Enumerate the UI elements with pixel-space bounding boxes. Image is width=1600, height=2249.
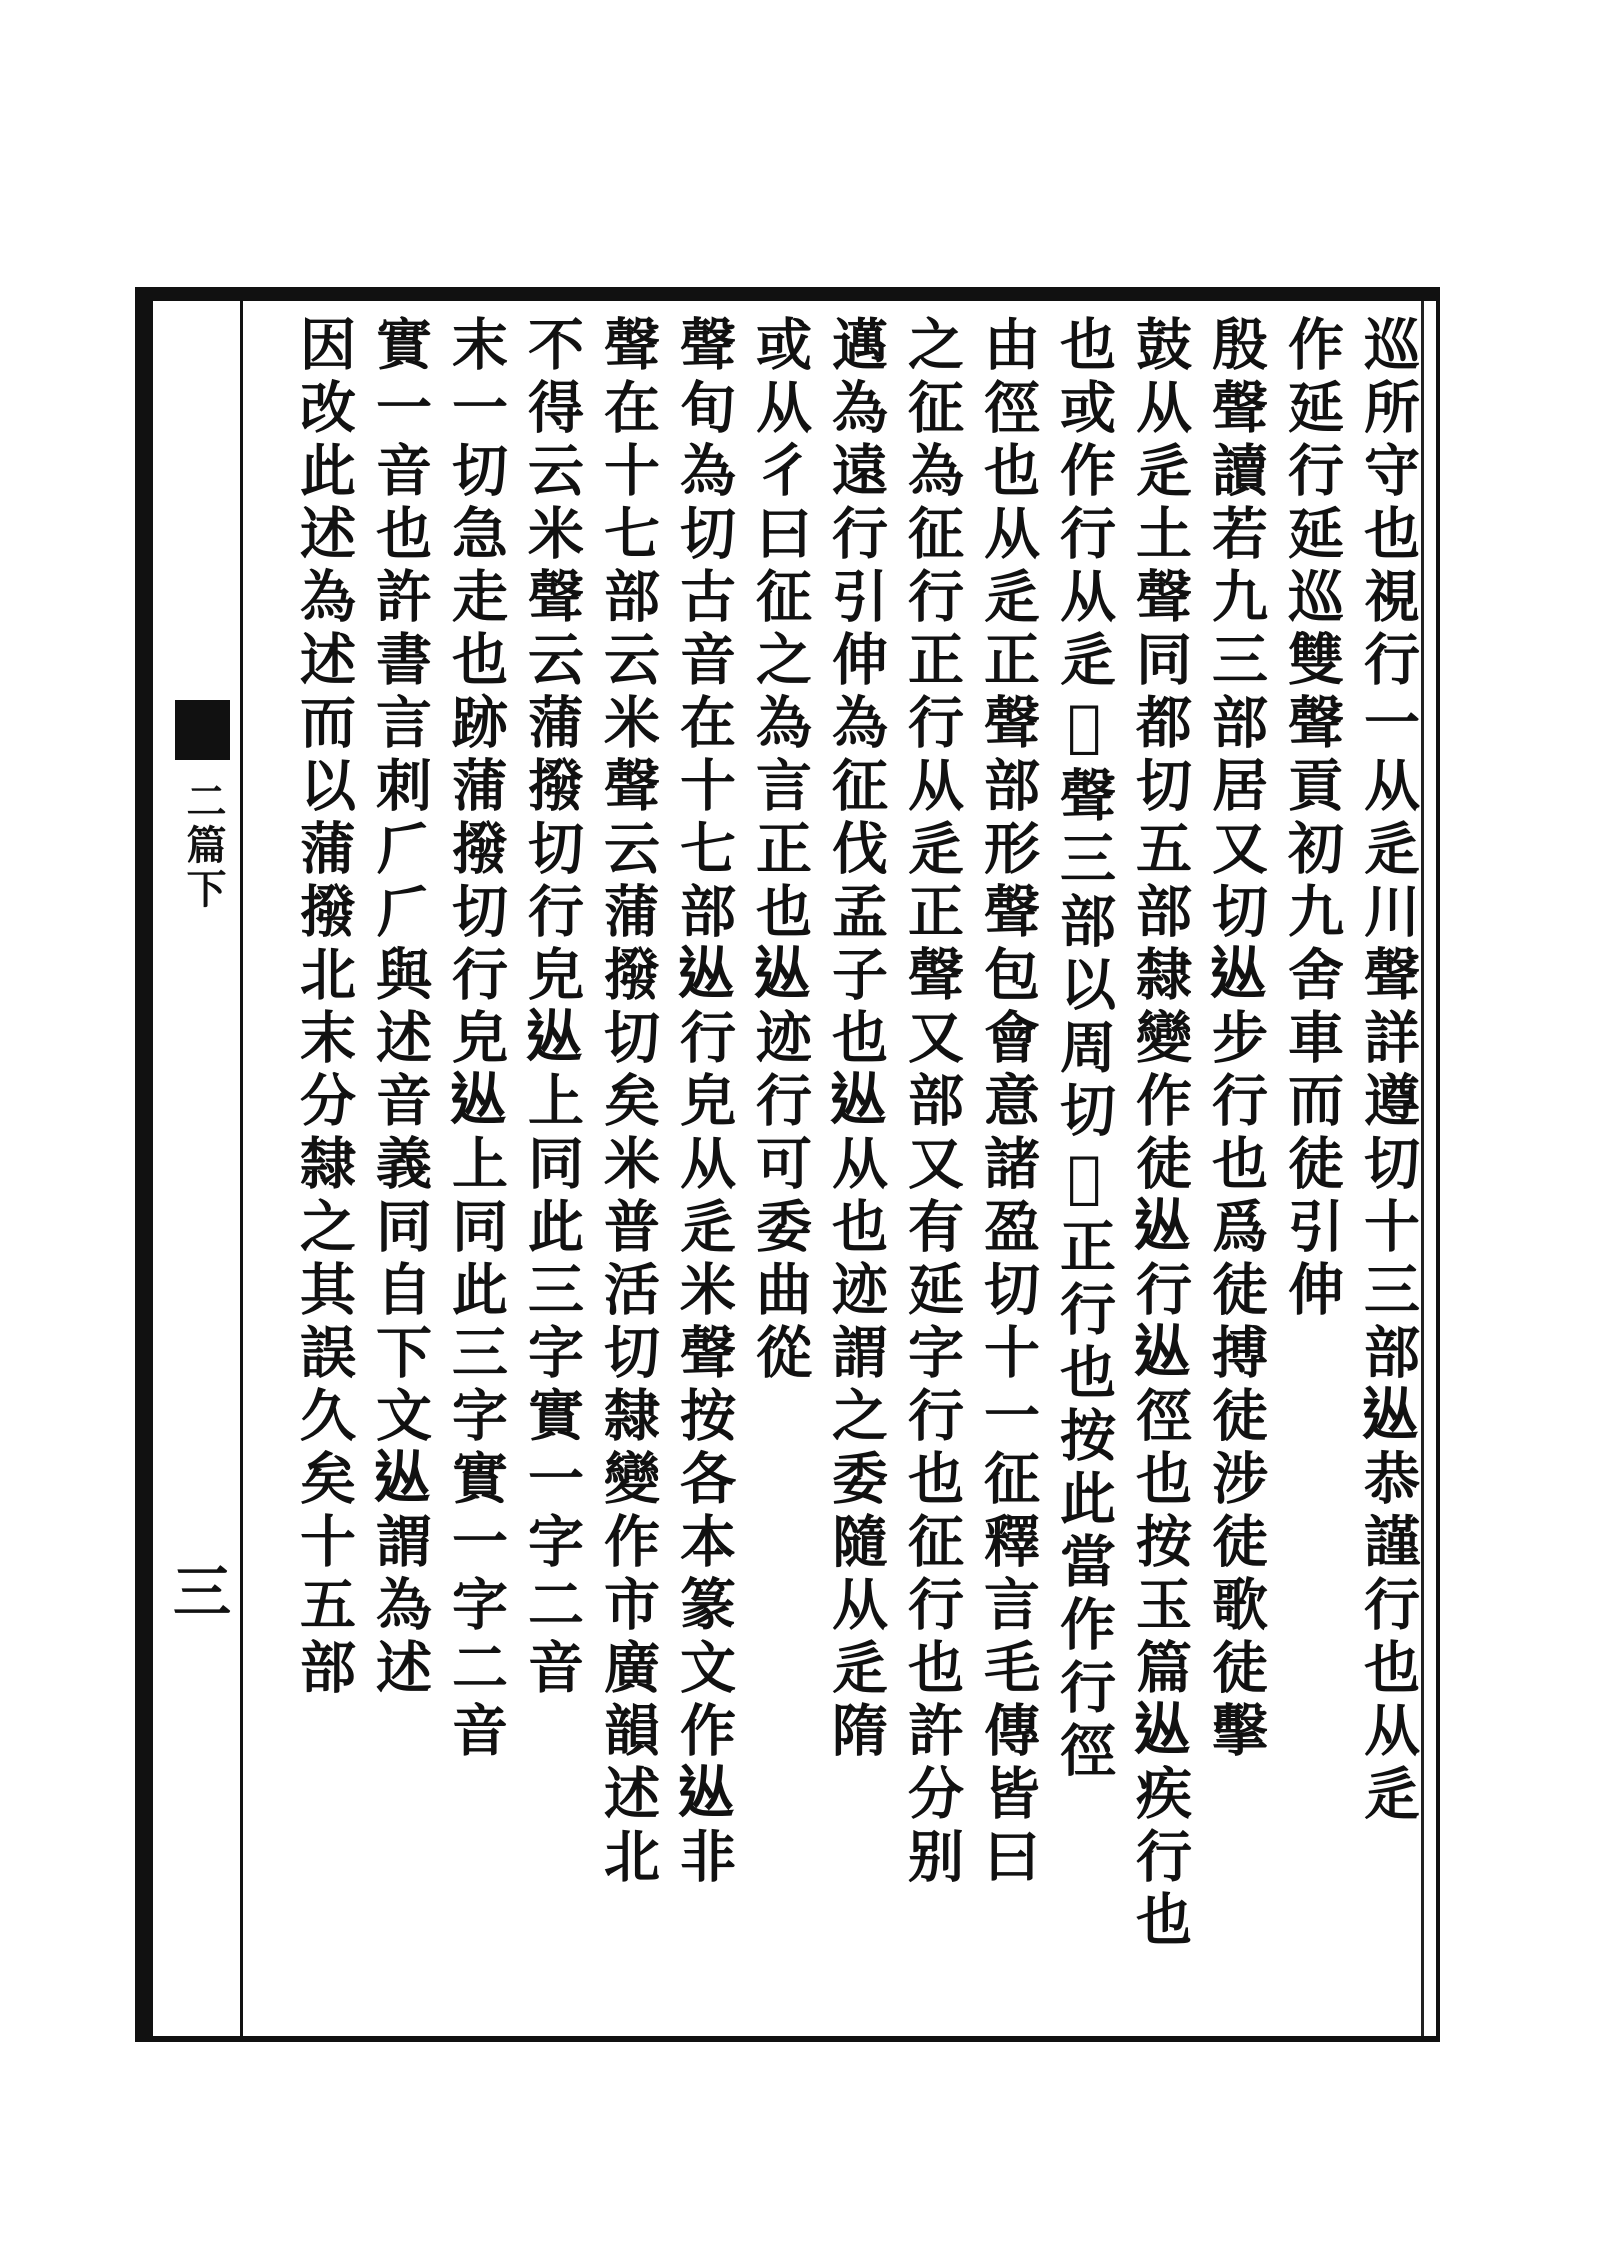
text-line: 之征為征行正行从辵正聲又部又有延字行也征行也許分别: [899, 315, 965, 1890]
text-line: 不得云米聲云蒲撥切行皃𨑹上同此三字實一字二音: [519, 315, 585, 1701]
text-line: 殷聲讀若九三部居又切𨑹步行也爲徒搏徒涉徒歌徒擊: [1203, 315, 1269, 1764]
text-line: 因改此述為述而以蒲撥北末分隸之其誤久矣十五部: [291, 315, 357, 1701]
text-column: [444, 315, 508, 2030]
margin-section-title: 二篇下: [180, 780, 227, 912]
text-column: [368, 315, 432, 2030]
text-line: 由徑也从辵正聲部形聲包會意諸盈切十一征釋言毛傳皆曰: [975, 315, 1041, 1890]
text-line: 巡所守也視行一从辵川聲詳遵切十三部𨑹恭謹行也从辵: [1355, 315, 1421, 1827]
text-column: [1356, 315, 1420, 2030]
inner-border-rule: [1421, 301, 1424, 2036]
text-column: [976, 315, 1040, 2030]
text-column: [1052, 315, 1116, 2030]
text-column: [292, 315, 356, 2030]
margin-page-number: 三: [172, 1558, 231, 1626]
text-line: 末一切急走也跡蒲撥切行皃𨑹上同此三字實一字二音: [443, 315, 509, 1764]
text-line: 邁為遠行引伸為征伐孟子也𨑹从也迹謂之委隨从辵隋: [823, 315, 889, 1764]
text-line: 作延行延巡雙聲貢初九舍車而徒引伸: [1279, 315, 1345, 1323]
text-column: [672, 315, 736, 2030]
text-line: 也或作行从辵𣞣聲三部以周切𨑹正行也按此當作行徑: [1051, 315, 1117, 1784]
text-column: [596, 315, 660, 2030]
text-line: 鼓从辵土聲同都切五部隸變作徒𨑹行𨑹徑也按玉篇𨑹疾行也: [1127, 315, 1193, 1953]
main-text-area: [255, 315, 1420, 2030]
text-line: 實一音也許書言刺𠂆𠂆與述音義同自下文𨑹謂為述: [367, 315, 433, 1701]
margin-black-band: [175, 700, 230, 760]
margin-strip: [160, 287, 243, 2042]
text-line: 或从彳曰征之為言正也𨑹迹行可委曲從: [747, 315, 813, 1386]
text-line: 聲旬為切古音在十七部𨑹行皃从辵米聲按各本篆文作𨑹非: [671, 315, 737, 1890]
text-column: [1204, 315, 1268, 2030]
text-column: [748, 315, 812, 2030]
text-column: [824, 315, 888, 2030]
text-line: 聲在十七部云米聲云蒲撥切矣米普活切隸變作市廣韻述北: [595, 315, 661, 1890]
text-column: [900, 315, 964, 2030]
text-column: [1128, 315, 1192, 2030]
text-column: [520, 315, 584, 2030]
text-column: [1280, 315, 1344, 2030]
